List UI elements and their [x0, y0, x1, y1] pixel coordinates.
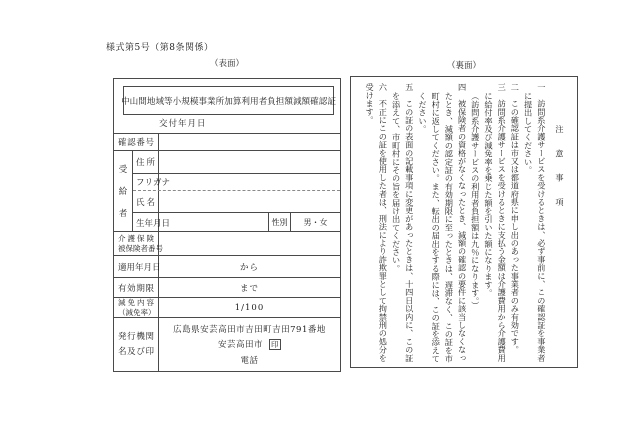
insurance-number-value [159, 232, 340, 255]
notes-line-9: 町村に返してください。また、転出の届出をする際には、この証を添えて [431, 91, 442, 363]
notes-line-14: 受けます。 [365, 83, 376, 124]
notes-line-8: たとき、減額の認定証の有効期限に至ったときは、遅滞なく、この証を市 [444, 91, 455, 363]
issuer-name: 安芸高田市 [217, 340, 263, 351]
issuer-label-line1: 発 行 機 関 [118, 331, 154, 342]
reduction-label-line2: （減免率） [118, 307, 156, 317]
notes-line-3: 二 この確認証は市又は都道府県に申し出のあった事業者のみ有効です。 [510, 83, 521, 354]
form-number: 様式第5号（第8条関係） [106, 43, 214, 53]
confirmation-number-value [159, 134, 340, 150]
valid-period-label: 有 効 期 限 [118, 283, 154, 294]
row-insurance-number [114, 231, 340, 255]
notes-line-2: に提出してください。 [523, 91, 534, 174]
issuer-address: 広島県安芸高田市吉田町吉田791番地 [173, 324, 326, 335]
front-panel [113, 78, 341, 372]
issuer-seal-icon: 印 [271, 339, 279, 349]
notes-caption: 注意事項 [555, 125, 565, 222]
birth-date-label: 生 年 月 日 [136, 218, 171, 229]
issuer-label-line2: 名 及 び 印 [118, 346, 154, 357]
front-side-label: （表面） [209, 59, 244, 69]
confirmation-number-label: 確 認 番 号 [118, 138, 154, 148]
front-header [114, 79, 340, 133]
notes-line-13: 六 不正にこの証を使用した者は、刑法により詐欺罪として拘禁刑の処分を [378, 83, 389, 362]
notes-line-10: ください。 [417, 91, 428, 133]
sex-label: 性別 [268, 213, 290, 232]
row-recipient-group [114, 150, 340, 231]
certificate-title: 中山間地域等小規模事業所加算利用者負担額減額確認証 [123, 86, 334, 115]
notes-line-7: 四 被保険者の資格がなくなったとき、減額の確認の要件に該当しなくなっ [457, 83, 468, 362]
insurance-label-line1: 介 護 保 険 [118, 234, 154, 243]
sex-options: 男・女 [290, 213, 340, 232]
notes-line-12: を添えて、市町村にその旨を届け出てください。 [391, 91, 402, 272]
row-address [133, 151, 340, 173]
valid-period-value: まで [239, 283, 259, 294]
notes-line-5: に給付率及び減免率を乗じた額を引いた額になります。 [483, 91, 494, 297]
birth-date-value [159, 213, 268, 232]
notes-line-6: （訪問系介護サービスの利用者負担額は九％になります。） [470, 91, 481, 309]
notes-line-11: 五 この証の表面の記載事項に変更があったときは、十四日以内に、この証 [404, 83, 415, 362]
notes-line-1: 一 訪問系介護サービスを受けるときは、必ず事前に、この確認証を事業者 [536, 83, 547, 362]
address-value [159, 151, 340, 173]
reduction-value: 1/100 [234, 302, 265, 313]
row-reduction [114, 297, 340, 317]
row-confirmation-number [114, 133, 340, 150]
row-furigana [133, 173, 340, 190]
apply-date-label: 適 用 年 月 日 [118, 262, 161, 273]
name-label: 氏 名 [136, 197, 155, 208]
row-issuer [114, 317, 340, 371]
name-value [159, 191, 340, 212]
furigana-label: フ リ ガ ナ [136, 178, 171, 188]
row-name [133, 190, 340, 212]
furigana-value [159, 174, 340, 190]
back-side-label: （裏面） [446, 61, 481, 71]
recipient-group-rows [133, 151, 340, 231]
address-label: 住 所 [136, 158, 155, 168]
insurance-label-line2: 被 保 険 者 番 号 [118, 243, 163, 253]
issue-date-label: 交付年月日 [159, 119, 207, 129]
issuer-tel-label: 電話 [240, 356, 259, 367]
back-panel [350, 76, 578, 368]
recipient-group-label: 受 給 者 [114, 151, 133, 231]
row-birth-date [133, 212, 340, 232]
row-apply-date [114, 255, 340, 277]
issuer-value [159, 318, 340, 371]
row-valid-period [114, 277, 340, 297]
notes-line-4: 三 訪問系介護サービスを受けるときに支払う金額は介護費用から介護費用 [497, 83, 508, 362]
reduction-label-line1: 減 免 内 容 [118, 298, 154, 307]
apply-date-value: から [239, 262, 259, 273]
